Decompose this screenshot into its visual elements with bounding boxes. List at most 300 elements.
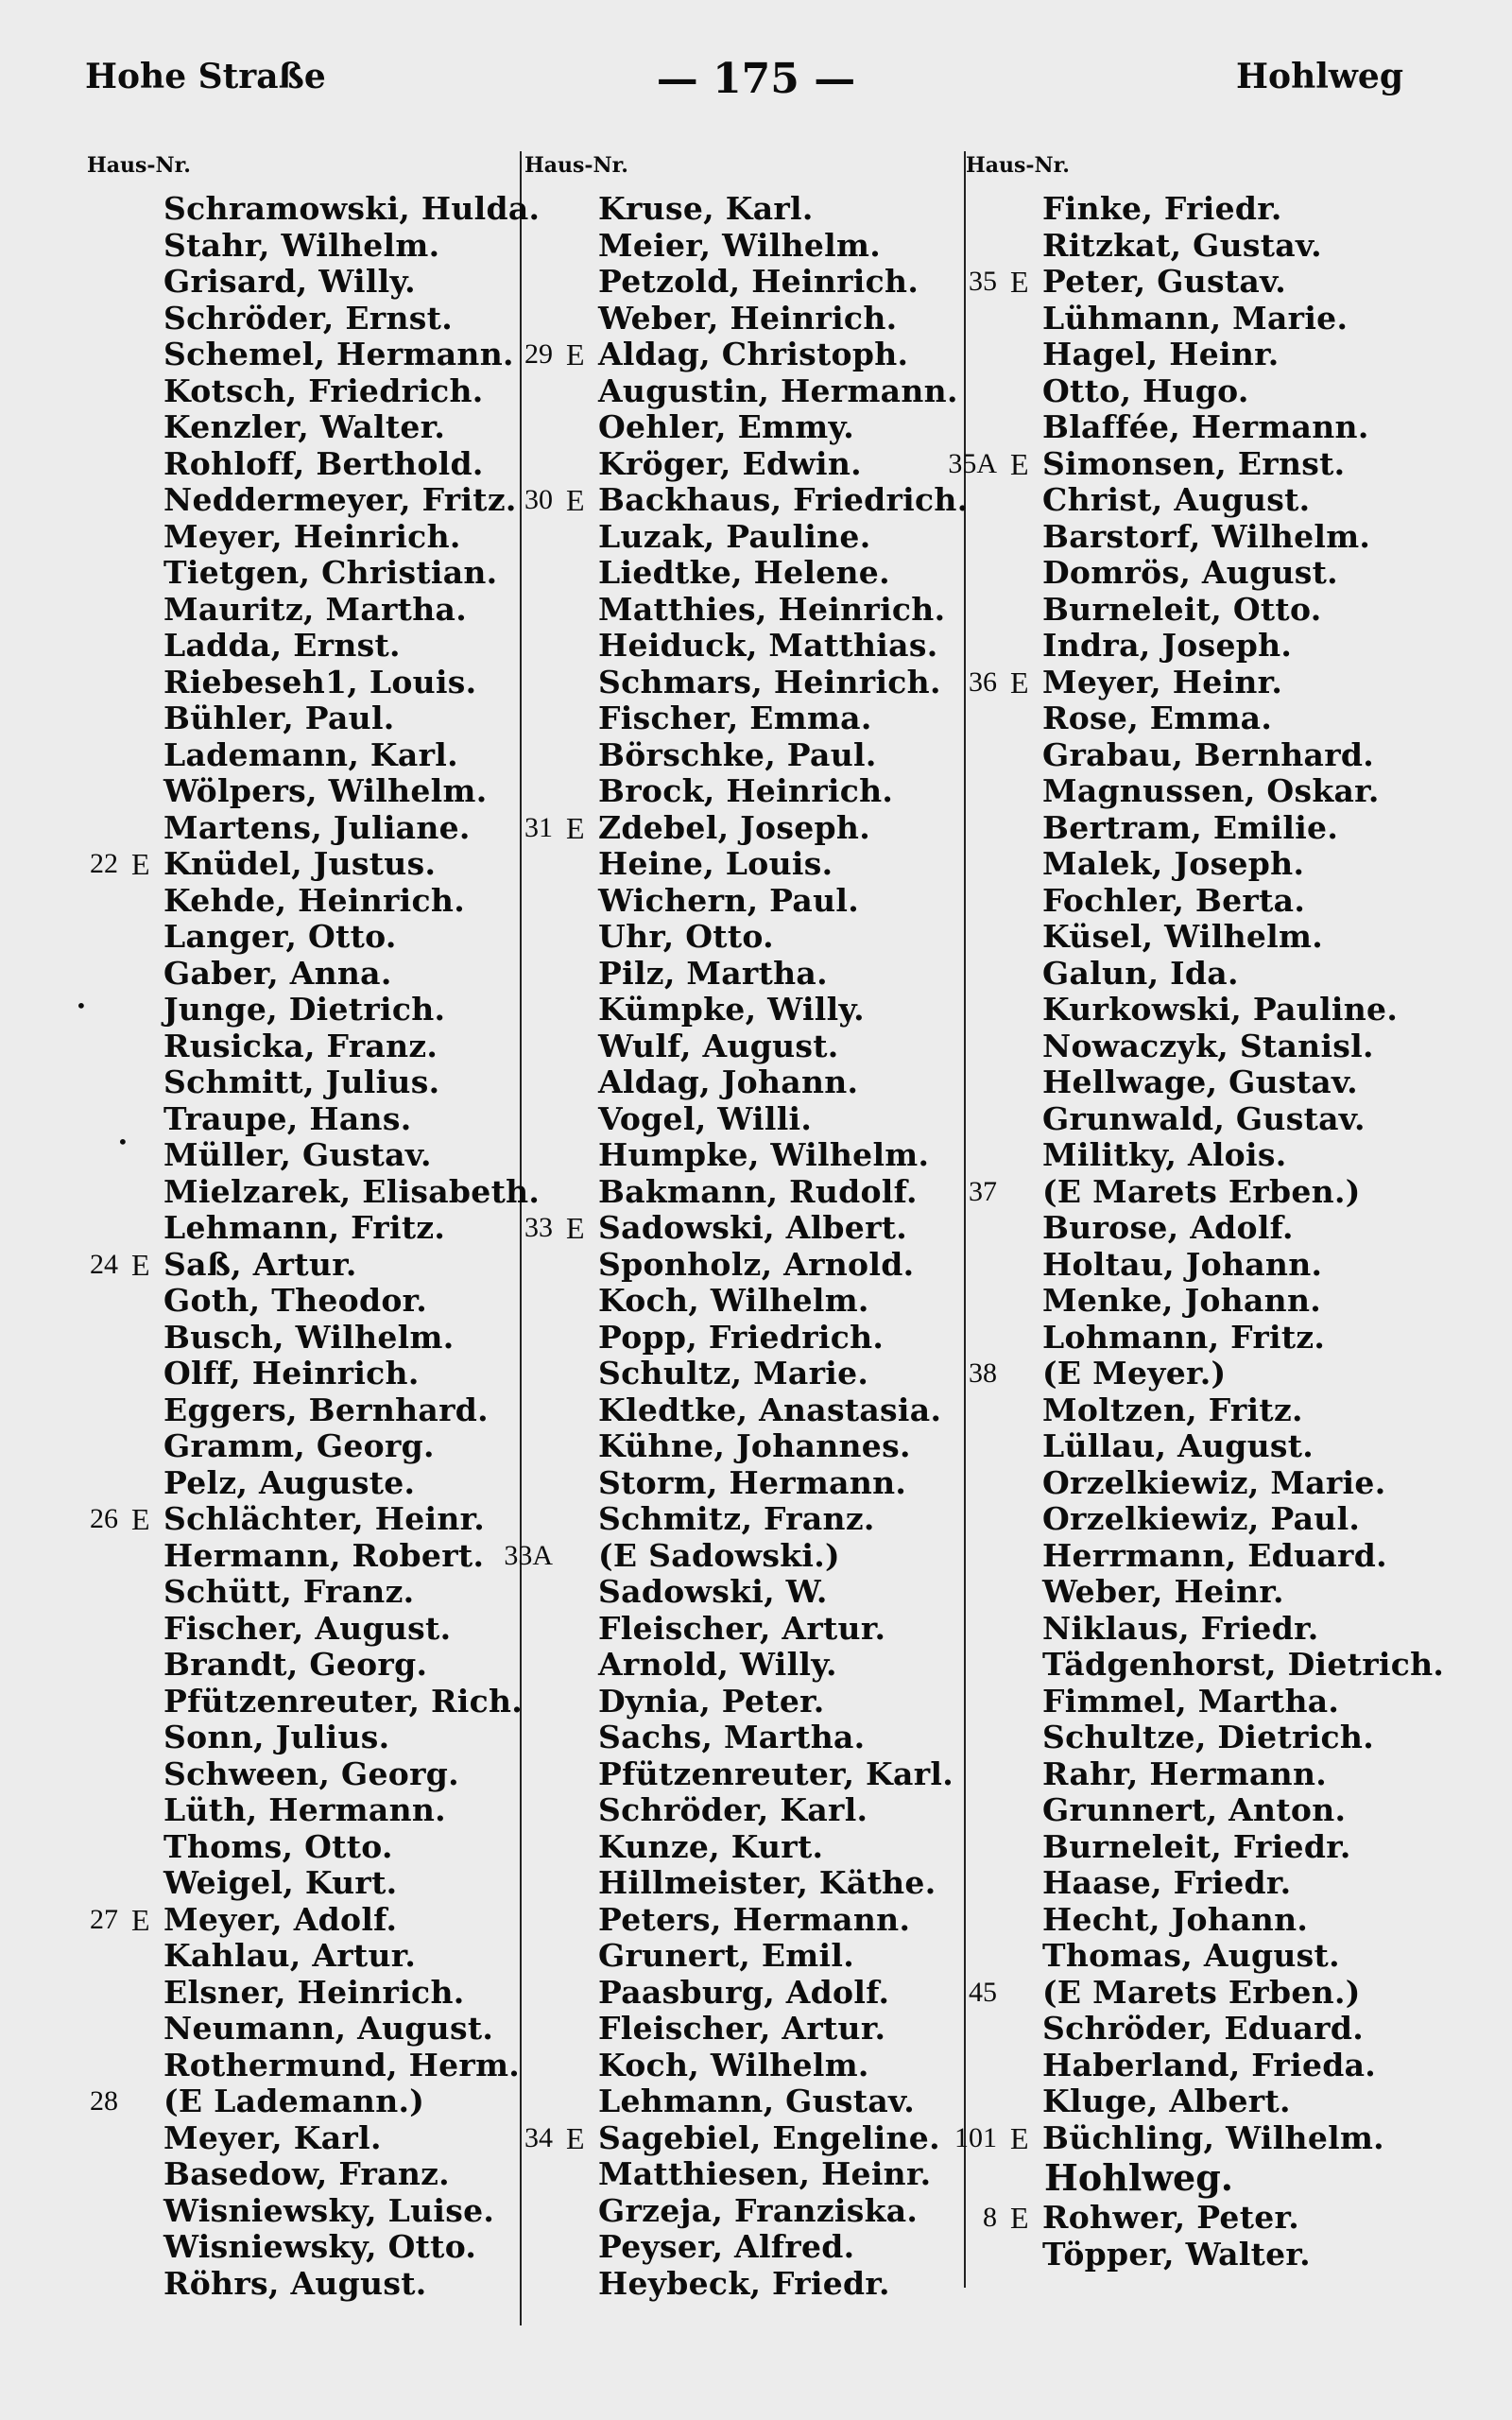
house-number: 33 xyxy=(524,1212,553,1243)
house-number xyxy=(491,1684,566,1720)
resident-name: Peters, Hermann. xyxy=(598,1900,911,1938)
resident-name: Lehmann, Fritz. xyxy=(163,1209,446,1246)
resident-name: Indra, Joseph. xyxy=(1042,627,1293,664)
house-number xyxy=(57,1684,131,1720)
directory-entry xyxy=(57,1101,540,1138)
resident-name: Tietgen, Christian. xyxy=(163,554,498,591)
house-number xyxy=(936,1101,1010,1138)
resident-name: Burneleit, Otto. xyxy=(1042,590,1322,628)
owner-marker: E xyxy=(1010,2201,1029,2235)
owner-marker xyxy=(1010,337,1042,373)
resident-name: (E Lademann.) xyxy=(163,2083,425,2119)
haus-nr-label: Haus-Nr. xyxy=(966,153,1070,178)
house-number xyxy=(491,1938,566,1975)
owner-marker xyxy=(566,737,598,774)
directory-entry xyxy=(57,1064,540,1101)
directory-entry xyxy=(936,301,1444,337)
house-number xyxy=(936,1465,1010,1502)
directory-entry xyxy=(57,1684,540,1720)
owner-marker xyxy=(1010,519,1042,556)
house-number xyxy=(936,992,1010,1028)
directory-entry xyxy=(936,264,1444,301)
directory-entry xyxy=(491,700,969,737)
directory-entry xyxy=(57,2229,540,2266)
house-number: 35 xyxy=(969,266,997,297)
resident-name: Junge, Dietrich. xyxy=(163,991,446,1028)
resident-name: Orzelkiewiz, Paul. xyxy=(1042,1500,1361,1537)
directory-entry xyxy=(936,992,1444,1028)
resident-name: Vogel, Willi. xyxy=(598,1099,813,1137)
resident-name: Nowaczyk, Stanisl. xyxy=(1042,1027,1374,1064)
print-speck: • xyxy=(76,994,87,1017)
house-number xyxy=(57,1792,131,1829)
house-number xyxy=(57,2120,131,2157)
resident-name: Eggers, Bernhard. xyxy=(163,1391,489,1428)
directory-entry xyxy=(936,700,1444,737)
directory-entry xyxy=(936,737,1444,774)
house-number xyxy=(491,1611,566,1648)
directory-entry xyxy=(491,482,969,519)
resident-name: Blaffée, Hermann. xyxy=(1042,408,1369,445)
owner-marker: E xyxy=(1010,265,1029,299)
resident-name: Bertram, Emilie. xyxy=(1042,808,1339,846)
house-number xyxy=(57,1647,131,1684)
house-number xyxy=(936,1283,1010,1320)
directory-entry xyxy=(57,1320,540,1357)
resident-name: Ritzkat, Gustav. xyxy=(1042,226,1322,264)
directory-entry xyxy=(57,628,540,665)
owner-marker xyxy=(566,446,598,483)
owner-marker xyxy=(131,1064,163,1101)
house-number xyxy=(491,919,566,956)
resident-name: Börschke, Paul. xyxy=(598,735,877,773)
house-number xyxy=(491,846,566,883)
house-number xyxy=(936,1720,1010,1756)
resident-name: Hillmeister, Käthe. xyxy=(598,1864,936,1901)
directory-entry xyxy=(491,919,969,956)
resident-name: Schmitz, Franz. xyxy=(598,1500,875,1537)
directory-entry xyxy=(57,665,540,701)
resident-name: Neddermeyer, Fritz. xyxy=(163,481,517,518)
owner-marker xyxy=(1010,1501,1042,1538)
house-number xyxy=(57,1975,131,2012)
resident-name: Matthiesen, Heinr. xyxy=(598,2155,932,2192)
house-number: 26 xyxy=(90,1503,118,1534)
owner-marker xyxy=(131,665,163,701)
house-number xyxy=(57,1392,131,1429)
directory-entry xyxy=(936,2011,1444,2048)
house-number xyxy=(936,1137,1010,1174)
house-number xyxy=(936,2048,1010,2084)
owner-marker xyxy=(566,1574,598,1611)
resident-name: Kröger, Edwin. xyxy=(598,444,862,482)
house-number xyxy=(491,700,566,737)
house-number xyxy=(491,1320,566,1357)
owner-marker xyxy=(566,301,598,337)
resident-name: Menke, Johann. xyxy=(1042,1282,1322,1319)
owner-marker xyxy=(131,1720,163,1756)
house-number xyxy=(491,1174,566,1211)
resident-name: Meyer, Adolf. xyxy=(163,1900,398,1938)
directory-entry xyxy=(491,1101,969,1138)
house-number xyxy=(491,264,566,301)
house-number: 101 xyxy=(954,2121,997,2153)
directory-entry xyxy=(57,2120,540,2157)
directory-entry xyxy=(936,1247,1444,1284)
directory-entry xyxy=(491,2120,969,2157)
owner-marker xyxy=(1010,1792,1042,1829)
house-number xyxy=(936,883,1010,920)
owner-marker xyxy=(131,1210,163,1247)
house-number xyxy=(936,191,1010,228)
house-number xyxy=(57,883,131,920)
owner-marker xyxy=(566,665,598,701)
resident-name: Aldag, Johann. xyxy=(598,1063,859,1100)
directory-entry xyxy=(936,1684,1444,1720)
resident-name: Oehler, Emmy. xyxy=(598,408,854,445)
owner-marker xyxy=(1010,2237,1042,2273)
resident-name: Saß, Artur. xyxy=(163,1245,357,1283)
owner-marker xyxy=(131,628,163,665)
directory-entry xyxy=(57,1283,540,1320)
directory-entry xyxy=(936,1611,1444,1648)
owner-marker xyxy=(566,519,598,556)
print-speck: • xyxy=(117,1131,129,1153)
house-number xyxy=(491,1975,566,2012)
directory-entry xyxy=(491,1174,969,1211)
owner-marker: E xyxy=(566,810,585,845)
resident-name: Sadowski, W. xyxy=(598,1573,828,1610)
directory-entry xyxy=(936,482,1444,519)
resident-name: Malek, Joseph. xyxy=(1042,845,1305,882)
house-number xyxy=(936,1574,1010,1611)
house-number xyxy=(57,1720,131,1756)
owner-marker xyxy=(131,956,163,993)
house-number: 45 xyxy=(969,1976,997,2008)
resident-name: Weigel, Kurt. xyxy=(163,1864,398,1901)
house-number xyxy=(491,1137,566,1174)
resident-name: Otto, Hugo. xyxy=(1042,372,1249,409)
directory-entry xyxy=(936,2237,1444,2273)
house-number xyxy=(936,700,1010,737)
house-number xyxy=(491,1829,566,1866)
house-number xyxy=(936,846,1010,883)
resident-name: Schlächter, Heinr. xyxy=(163,1500,486,1537)
resident-name: Schultze, Dietrich. xyxy=(1042,1719,1374,1755)
owner-marker xyxy=(1010,773,1042,810)
resident-name: Orzelkiewiz, Marie. xyxy=(1042,1463,1386,1501)
owner-marker: E xyxy=(131,1502,150,1536)
owner-marker xyxy=(566,1756,598,1793)
resident-name: Rohwer, Peter. xyxy=(1042,2199,1300,2236)
resident-name: Koch, Wilhelm. xyxy=(598,2046,869,2083)
directory-entry xyxy=(491,1684,969,1720)
house-number: 37 xyxy=(969,1175,997,1207)
owner-marker xyxy=(1010,919,1042,956)
resident-name: Lademann, Karl. xyxy=(163,735,458,773)
resident-name: Grisard, Willy. xyxy=(163,263,416,300)
directory-entry xyxy=(491,1792,969,1829)
resident-name: Schmitt, Julius. xyxy=(163,1063,440,1100)
resident-name: (E Marets Erben.) xyxy=(1042,1172,1361,1210)
directory-entry xyxy=(57,555,540,592)
directory-entry xyxy=(491,1865,969,1902)
owner-marker xyxy=(131,1356,163,1392)
directory-entry xyxy=(57,1028,540,1065)
house-number xyxy=(491,883,566,920)
resident-name: Magnussen, Oskar. xyxy=(1042,772,1380,809)
resident-name: Haberland, Frieda. xyxy=(1042,2046,1377,2083)
resident-name: Lohmann, Fritz. xyxy=(1042,1318,1326,1356)
house-number xyxy=(491,446,566,483)
directory-entry xyxy=(491,446,969,483)
owner-marker xyxy=(566,2083,598,2120)
owner-marker: E xyxy=(566,483,585,517)
directory-entry xyxy=(491,519,969,556)
house-number xyxy=(936,1611,1010,1648)
owner-marker xyxy=(566,628,598,665)
directory-entry xyxy=(57,446,540,483)
directory-entry xyxy=(936,883,1444,920)
resident-name: Militky, Alois. xyxy=(1042,1136,1287,1173)
owner-marker xyxy=(566,883,598,920)
owner-marker xyxy=(1010,1684,1042,1720)
resident-name: Schween, Georg. xyxy=(163,1754,459,1792)
directory-entry xyxy=(57,1902,540,1939)
owner-marker xyxy=(1010,191,1042,228)
directory-entry xyxy=(57,1538,540,1575)
owner-marker xyxy=(131,409,163,446)
resident-name: Kahlau, Artur. xyxy=(163,1937,417,1974)
house-number xyxy=(936,2083,1010,2120)
owner-marker xyxy=(566,1320,598,1357)
owner-marker xyxy=(1010,883,1042,920)
directory-entry xyxy=(491,846,969,883)
directory-entry xyxy=(936,919,1444,956)
resident-name: Pfützenreuter, Karl. xyxy=(598,1754,954,1792)
house-number xyxy=(491,665,566,701)
directory-entry xyxy=(936,628,1444,665)
house-number xyxy=(936,810,1010,847)
resident-name: Schmars, Heinrich. xyxy=(598,663,941,700)
house-number xyxy=(936,555,1010,592)
owner-marker xyxy=(1010,1574,1042,1611)
resident-name: Müller, Gustav. xyxy=(163,1136,432,1173)
resident-name: Lüllau, August. xyxy=(1042,1427,1314,1464)
directory-entry xyxy=(57,592,540,629)
owner-marker xyxy=(1010,1865,1042,1902)
owner-marker xyxy=(566,1501,598,1538)
directory-entry xyxy=(57,1611,540,1648)
house-number: 27 xyxy=(90,1903,118,1935)
directory-entry xyxy=(936,1210,1444,1247)
owner-marker xyxy=(1010,992,1042,1028)
owner-marker xyxy=(566,2011,598,2048)
owner-marker xyxy=(131,1684,163,1720)
house-number xyxy=(57,2011,131,2048)
resident-name: Schütt, Franz. xyxy=(163,1573,415,1610)
resident-name: Lüth, Hermann. xyxy=(163,1791,446,1828)
house-number xyxy=(57,2229,131,2266)
owner-marker xyxy=(566,1137,598,1174)
directory-entry xyxy=(936,2120,1444,2157)
owner-marker xyxy=(1010,628,1042,665)
owner-marker xyxy=(566,2266,598,2303)
directory-entry xyxy=(57,2011,540,2048)
directory-entry xyxy=(491,737,969,774)
directory-entry xyxy=(491,409,969,446)
owner-marker xyxy=(1010,1975,1042,2012)
directory-entry xyxy=(57,2083,540,2120)
house-number: 35A xyxy=(948,447,997,479)
directory-entry xyxy=(491,1611,969,1648)
owner-marker xyxy=(1010,482,1042,519)
house-number xyxy=(491,1283,566,1320)
house-number xyxy=(936,1865,1010,1902)
directory-entry xyxy=(491,1574,969,1611)
resident-name: Brock, Heinrich. xyxy=(598,772,894,809)
resident-name: Burneleit, Friedr. xyxy=(1042,1827,1351,1865)
directory-entry xyxy=(57,1465,540,1502)
resident-name: Schemel, Hermann. xyxy=(163,336,514,372)
resident-name: Christ, August. xyxy=(1042,481,1311,518)
owner-marker xyxy=(131,919,163,956)
directory-entry xyxy=(936,1101,1444,1138)
owner-marker xyxy=(131,482,163,519)
directory-entry xyxy=(936,665,1444,701)
directory-entry xyxy=(57,2193,540,2230)
resident-name: Olff, Heinrich. xyxy=(163,1355,420,1392)
directory-entry xyxy=(491,191,969,228)
owner-marker xyxy=(566,1174,598,1211)
house-number xyxy=(491,191,566,228)
resident-name: Rahr, Hermann. xyxy=(1042,1754,1328,1792)
resident-name: Koch, Wilhelm. xyxy=(598,1282,869,1319)
directory-entry xyxy=(491,555,969,592)
directory-entry xyxy=(57,1975,540,2012)
resident-name: Wölpers, Wilhelm. xyxy=(163,772,488,809)
owner-marker xyxy=(566,1720,598,1756)
directory-entry xyxy=(936,1975,1444,2012)
owner-marker xyxy=(131,737,163,774)
house-number xyxy=(57,592,131,629)
resident-name: Fischer, Emma. xyxy=(598,700,872,736)
owner-marker xyxy=(131,1137,163,1174)
directory-entry xyxy=(57,191,540,228)
owner-marker xyxy=(1010,1428,1042,1465)
owner-marker xyxy=(131,1283,163,1320)
resident-name: Fochler, Berta. xyxy=(1042,881,1306,919)
directory-entry xyxy=(57,373,540,410)
directory-entry xyxy=(936,1174,1444,1211)
owner-marker xyxy=(1010,1174,1042,1211)
resident-name: Neumann, August. xyxy=(163,2010,494,2047)
directory-entry xyxy=(936,1465,1444,1502)
house-number xyxy=(491,1428,566,1465)
house-number: 34 xyxy=(524,2121,553,2153)
owner-marker xyxy=(1010,1101,1042,1138)
resident-name: Sonn, Julius. xyxy=(163,1719,390,1755)
directory-entry xyxy=(491,1210,969,1247)
directory-entry xyxy=(491,592,969,629)
house-number xyxy=(491,1028,566,1065)
house-number xyxy=(491,628,566,665)
house-number xyxy=(57,1283,131,1320)
resident-name: Hermann, Robert. xyxy=(163,1536,485,1574)
owner-marker xyxy=(131,373,163,410)
house-number xyxy=(57,1938,131,1975)
house-number xyxy=(57,1137,131,1174)
directory-entry xyxy=(491,1392,969,1429)
owner-marker xyxy=(131,1975,163,2012)
directory-entry xyxy=(57,883,540,920)
directory-entry xyxy=(491,1356,969,1392)
owner-marker xyxy=(1010,1137,1042,1174)
directory-entry xyxy=(57,737,540,774)
header-street-left: Hohe Straße xyxy=(85,57,326,96)
directory-entry xyxy=(936,1392,1444,1429)
resident-name: Hellwage, Gustav. xyxy=(1042,1063,1358,1100)
owner-marker: E xyxy=(566,337,585,372)
resident-name: Mielzarek, Elisabeth. xyxy=(163,1172,541,1210)
resident-name: Pelz, Auguste. xyxy=(163,1463,416,1501)
owner-marker xyxy=(566,1465,598,1502)
house-number xyxy=(491,1101,566,1138)
resident-name: Liedtke, Helene. xyxy=(598,554,890,591)
resident-name: Sadowski, Albert. xyxy=(598,1209,908,1246)
owner-marker xyxy=(566,1064,598,1101)
resident-name: Kluge, Albert. xyxy=(1042,2083,1291,2119)
directory-entry xyxy=(57,482,540,519)
owner-marker: E xyxy=(131,1247,150,1282)
directory-entry xyxy=(936,1792,1444,1829)
house-number xyxy=(936,1647,1010,1684)
directory-entry xyxy=(936,1538,1444,1575)
house-number xyxy=(936,1684,1010,1720)
owner-marker: E xyxy=(1010,665,1029,700)
house-number xyxy=(491,228,566,265)
resident-name: Augustin, Hermann. xyxy=(598,372,958,409)
resident-name: Fischer, August. xyxy=(163,1609,452,1647)
house-number xyxy=(57,555,131,592)
resident-name: Gaber, Anna. xyxy=(163,954,392,992)
directory-entry xyxy=(936,1501,1444,1538)
owner-marker xyxy=(566,555,598,592)
house-number xyxy=(936,337,1010,373)
directory-entry xyxy=(491,1428,969,1465)
resident-name: Heine, Louis. xyxy=(598,845,833,882)
house-number xyxy=(491,1247,566,1284)
directory-entry xyxy=(491,1465,969,1502)
owner-marker xyxy=(1010,846,1042,883)
house-number xyxy=(936,628,1010,665)
owner-marker xyxy=(566,1538,598,1575)
house-number xyxy=(936,519,1010,556)
resident-name: Rose, Emma. xyxy=(1042,700,1273,736)
owner-marker xyxy=(131,1792,163,1829)
directory-entry xyxy=(936,1428,1444,1465)
resident-name: Heiduck, Matthias. xyxy=(598,627,938,664)
owner-marker xyxy=(1010,409,1042,446)
owner-marker xyxy=(566,1101,598,1138)
resident-name: Schultz, Marie. xyxy=(598,1355,869,1392)
house-number xyxy=(491,1392,566,1429)
house-number xyxy=(57,1101,131,1138)
directory-entry xyxy=(936,1720,1444,1756)
owner-marker xyxy=(131,1028,163,1065)
resident-name: Pfützenreuter, Rich. xyxy=(163,1682,524,1720)
house-number xyxy=(57,1210,131,1247)
